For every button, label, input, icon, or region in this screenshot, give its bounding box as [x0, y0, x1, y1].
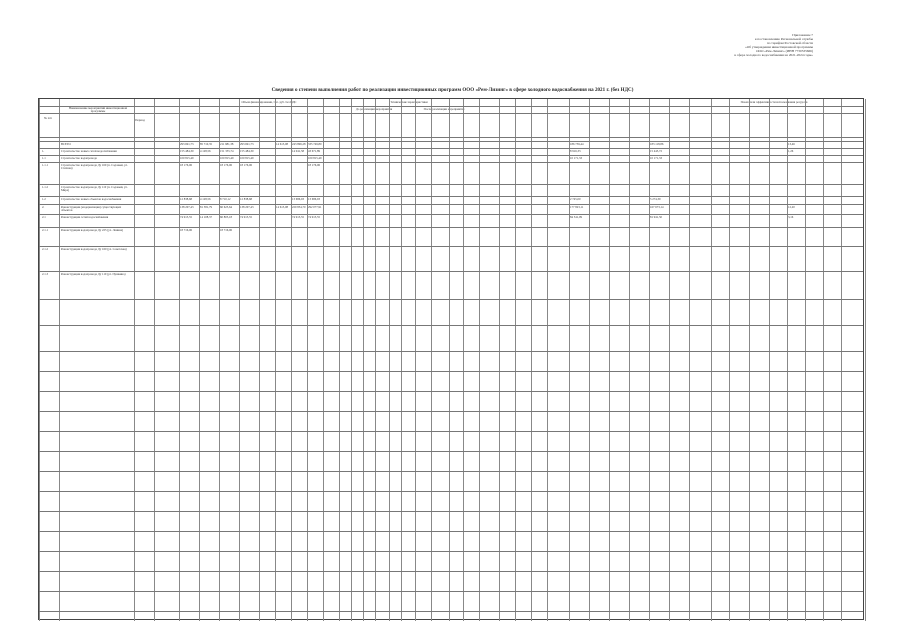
grid-row-line — [39, 246, 863, 247]
row-value: 10 171,33 — [570, 156, 582, 160]
grid-row-line — [39, 511, 863, 512]
header-before: До реализации мероприятия — [355, 108, 393, 111]
row-value: 183 118,86 — [650, 142, 664, 146]
row-number: 2.1.2 — [42, 247, 48, 251]
grid-column-line — [291, 99, 292, 621]
row-value: 8 916,33 — [570, 149, 581, 153]
row-name: Строительство водопровода Ду 160 (п. Садовый, ул. Степная) — [61, 163, 128, 170]
grid-column-line — [479, 99, 480, 621]
grid-column-line — [179, 99, 180, 621]
grid-header-line — [39, 141, 863, 142]
row-value: 186 739,44 — [570, 142, 584, 146]
row-number: 1. — [42, 149, 45, 153]
row-value: 74 913,55 — [308, 215, 320, 219]
grid-row-line — [39, 184, 863, 185]
row-value: 151 355,74 — [220, 149, 234, 153]
grid-column-line — [389, 99, 390, 621]
grid-column-line — [154, 99, 155, 621]
grid-column-line — [547, 99, 548, 621]
appendix-line: ООО «Рем-Лизинг» (ИНН 7730535666) — [756, 49, 813, 54]
row-value: 177 823,11 — [570, 205, 584, 209]
row-value: 155 484,30 — [240, 149, 254, 153]
row-value: 293 691,73 — [240, 142, 254, 146]
row-name: Реконструкция (модернизация) существующих объектов — [61, 205, 122, 212]
grid-column-line — [569, 99, 570, 621]
row-value: 138 207,43 — [240, 205, 254, 209]
row-value: 18 176,06 — [220, 163, 232, 167]
row-number: 1.2 — [42, 197, 46, 201]
grid-column-line — [375, 99, 376, 621]
row-value: 13,46 — [788, 142, 795, 146]
grid-column-line — [134, 99, 135, 621]
grid-row-line — [39, 299, 863, 300]
grid-column-line — [239, 99, 240, 621]
row-value: 211 981,38 — [220, 142, 234, 146]
grid-column-line — [729, 99, 730, 621]
header-period: Период — [135, 119, 145, 122]
row-value: 335 749,80 — [308, 142, 322, 146]
grid-column-line — [823, 99, 824, 621]
row-name: Строительство водопровода Ду 110 (п. Садовый, ул. Мира) — [61, 185, 128, 192]
grid-row-line — [39, 571, 863, 572]
row-value: 229 854,70 — [292, 205, 306, 209]
document-title: Сведения о степени выполнения работ по реализации инвестиционных программ ООО «Рем-Лизинг» в сфере холодного водоснабжения на 2021 г. (без НДС) — [271, 88, 634, 93]
report-table — [38, 98, 864, 620]
row-value: 81 581,79 — [200, 205, 212, 209]
row-name: Строительство водопровода — [61, 156, 97, 160]
grid-column-line — [787, 99, 788, 621]
grid-row-line — [39, 204, 863, 205]
grid-row-line — [39, 325, 863, 326]
row-value: 293 691,73 — [180, 142, 194, 146]
row-value: 15 445,72 — [650, 149, 662, 153]
row-value: 43 671,89 — [308, 149, 320, 153]
grid-column-line — [629, 99, 630, 621]
grid-column-line — [463, 99, 464, 621]
row-number: 2.1 — [42, 215, 46, 219]
grid-row-line — [39, 371, 863, 372]
grid-row-line — [39, 196, 863, 197]
grid-column-line — [275, 99, 276, 621]
grid-column-line — [531, 99, 532, 621]
row-name: Реконструкция водопровода Ду 160 (ул. Советская) — [61, 247, 127, 251]
row-value: 8 710,12 — [220, 197, 231, 201]
grid-column-line — [401, 99, 402, 621]
row-value: 5 274,39 — [650, 197, 661, 201]
grid-row-line — [39, 531, 863, 532]
row-value: 18 716,06 — [220, 228, 232, 232]
grid-column-line — [841, 99, 842, 621]
row-number: 1.1.1 — [42, 163, 48, 167]
row-name: Строительство новых объектов водоснабжения — [61, 197, 122, 201]
row-number: 2.1.3 — [42, 272, 48, 276]
grid-column-line — [589, 99, 590, 621]
row-value: 100 815,49 — [220, 156, 234, 160]
header-results: Показатели эффективности использования ресурсов — [740, 101, 808, 104]
grid-column-line — [515, 99, 516, 621]
appendix-line: по тарифам Ростовской области — [766, 41, 813, 46]
row-value: 100 815,49 — [240, 156, 254, 160]
row-value: 4 128,56 — [200, 197, 211, 201]
row-value: 12 838,68 — [240, 197, 252, 201]
grid-column-line — [769, 99, 770, 621]
row-value: 155 484,30 — [180, 149, 194, 153]
row-value: 18 176,06 — [308, 163, 320, 167]
header-finance: Объем финансирования, тыс. руб. без НДС — [241, 101, 297, 104]
grid-header-line — [39, 137, 863, 138]
grid-header-line — [39, 106, 863, 107]
row-value: 14 615,08 — [276, 205, 288, 209]
row-name: Строительство новых сетей водоснабжения — [61, 149, 117, 153]
row-value: 60 625,64 — [220, 205, 232, 209]
header-name: Наименование мероприятий инвестиционной программы — [68, 107, 128, 114]
row-value: 14 041,58 — [292, 149, 304, 153]
grid-column-line — [649, 99, 650, 621]
grid-header-line — [39, 113, 863, 114]
header-tech: Технические характеристики — [390, 101, 428, 104]
grid-column-line — [363, 99, 364, 621]
row-name: Реконструкция водопровода Ду 225 (ул. Ленина) — [61, 228, 124, 232]
row-value: 292 077,91 — [308, 205, 322, 209]
row-value: 243 896,28 — [292, 142, 306, 146]
grid-row-line — [39, 591, 863, 592]
row-number: 1.1.2 — [42, 185, 48, 189]
grid-column-line — [711, 99, 712, 621]
header-after: После реализации мероприятия — [423, 108, 465, 111]
grid-column-line — [609, 99, 610, 621]
row-name: Реконструкция водопровода Ду 110 (ул. Пушкина) — [61, 272, 126, 276]
grid-row-line — [39, 271, 863, 272]
row-value: 10 171,33 — [650, 156, 662, 160]
header-num: № п/п — [44, 117, 52, 120]
grid-row-line — [39, 431, 863, 432]
appendix-line: Приложение 7 — [792, 33, 813, 37]
grid-column-line — [339, 99, 340, 621]
row-value: 4 128,56 — [200, 149, 211, 153]
grid-column-line — [449, 99, 450, 621]
grid-row-line — [39, 162, 863, 163]
grid-row-line — [39, 451, 863, 452]
grid-row-line — [39, 351, 863, 352]
grid-column-line — [59, 99, 60, 621]
grid-column-line — [415, 99, 416, 621]
grid-row-line — [39, 391, 863, 392]
grid-column-line — [749, 99, 750, 621]
row-number: 2. — [42, 205, 45, 209]
row-value: 18 176,06 — [240, 163, 252, 167]
row-value: 13 686,93 — [308, 197, 320, 201]
row-value: 2 745,00 — [570, 197, 581, 201]
appendix-block — [623, 33, 813, 58]
row-value: 167 673,14 — [650, 205, 664, 209]
row-name: Реконструкция сетей водоснабжения — [61, 215, 109, 219]
row-value: 18 176,06 — [180, 163, 192, 167]
row-value: 12,20 — [788, 205, 795, 209]
row-value: 138 207,43 — [180, 205, 194, 209]
row-value: 100 815,49 — [308, 156, 322, 160]
row-value: 13 686,93 — [292, 197, 304, 201]
grid-column-line — [39, 99, 40, 621]
grid-row-line — [39, 227, 863, 228]
row-value: 14 108,37 — [200, 215, 212, 219]
grid-row-line — [39, 148, 863, 149]
grid-column-line — [307, 99, 308, 621]
grid-row-line — [39, 155, 863, 156]
grid-row-line — [39, 491, 863, 492]
row-value: 60 805,18 — [220, 215, 232, 219]
grid-row-line — [39, 551, 863, 552]
grid-column-line — [219, 99, 220, 621]
grid-row-line — [39, 471, 863, 472]
row-value: 84 541,09 — [570, 215, 582, 219]
row-name: ВСЕГО — [61, 142, 71, 146]
grid-column-line — [689, 99, 690, 621]
row-value: 12 838,68 — [180, 197, 192, 201]
grid-column-line — [805, 99, 806, 621]
appendix-line: «Об утверждении инвестиционной программы — [745, 45, 813, 50]
grid-column-line — [199, 99, 200, 621]
grid-column-line — [669, 99, 670, 621]
row-value: 3,16 — [788, 215, 794, 219]
row-value: 18 716,06 — [180, 228, 192, 232]
grid-column-line — [323, 99, 324, 621]
appendix-line: в сфере холодного водоснабжения на 2021-2024 годы» — [734, 53, 813, 58]
grid-column-line — [431, 99, 432, 621]
row-value: 74 913,55 — [240, 215, 252, 219]
grid-row-line — [39, 611, 863, 612]
grid-column-line — [865, 99, 866, 621]
grid-row-line — [39, 411, 863, 412]
row-number: 2.1.1 — [42, 228, 48, 232]
grid-row-line — [39, 214, 863, 215]
grid-column-line — [499, 99, 500, 621]
row-number: 1.1 — [42, 156, 46, 160]
row-value: 14 615,08 — [276, 142, 288, 146]
row-value: 74 913,55 — [292, 215, 304, 219]
grid-column-line — [351, 99, 352, 621]
row-value: 74 913,55 — [180, 215, 192, 219]
row-value: 81 941,50 — [650, 215, 662, 219]
row-value: 85 710,35 — [200, 142, 212, 146]
appendix-line: к постановлению Региональной службы — [754, 37, 813, 42]
row-value: 100 815,49 — [180, 156, 194, 160]
row-value: 1,26 — [788, 149, 794, 153]
grid-column-line — [259, 99, 260, 621]
